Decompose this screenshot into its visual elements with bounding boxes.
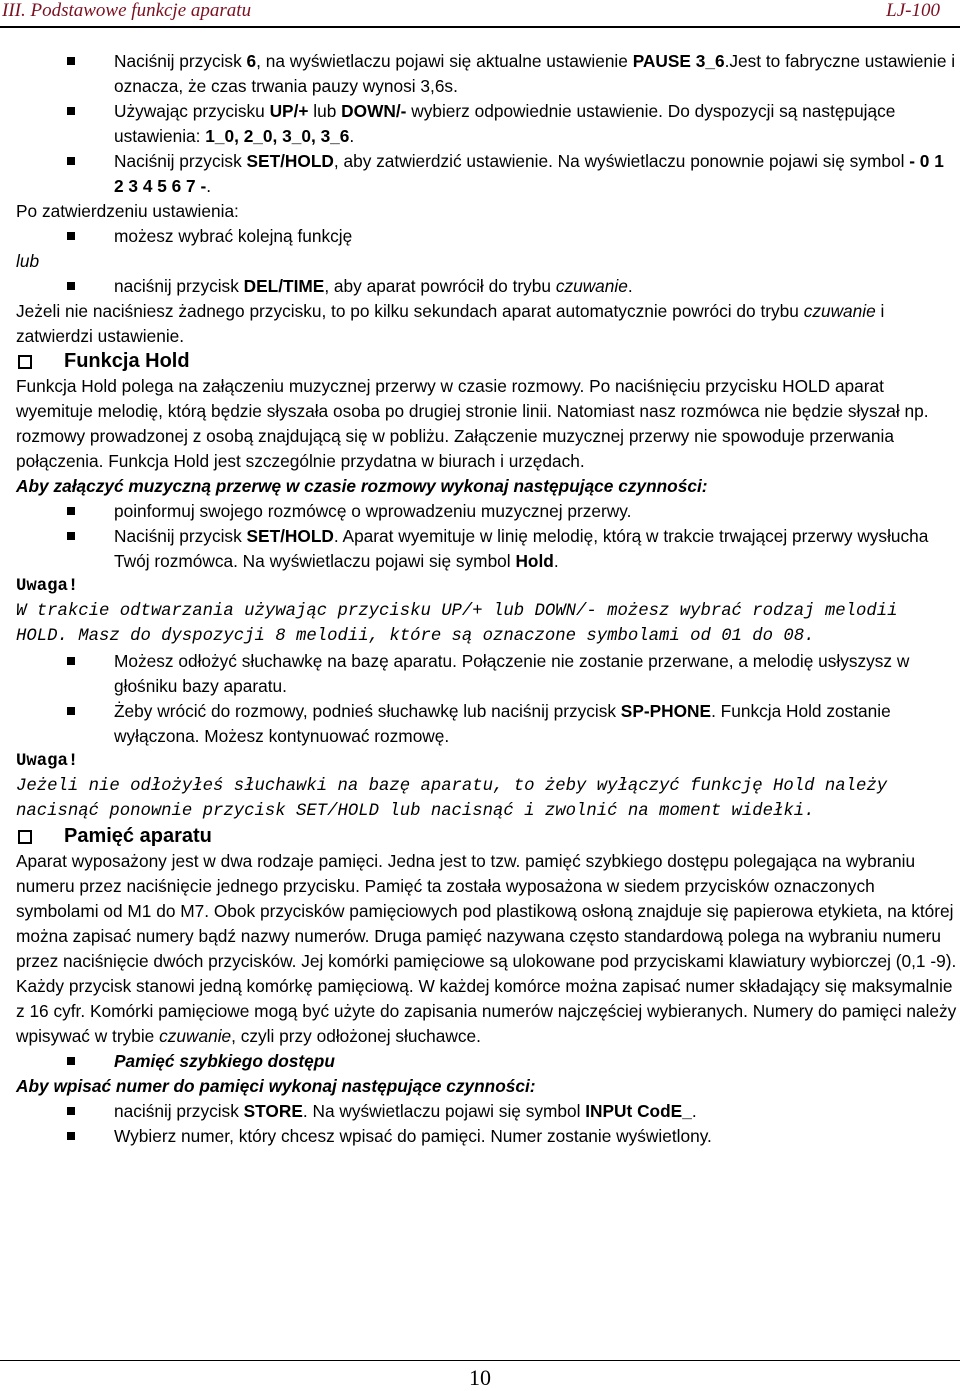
instruction-heading: Aby załączyć muzyczną przerwę w czasie rozmowy wykonaj następujące czynności: — [16, 476, 708, 496]
list-item: Naciśnij przycisk SET/HOLD, aby zatwierdzić ustawienie. Na wyświetlaczu ponownie pojawi się symbol - 0 1 2 3 4 5 6 7 -. — [16, 149, 958, 199]
instruction-heading: Aby wpisać numer do pamięci wykonaj następujące czynności: — [16, 1076, 536, 1096]
paragraph: Aparat wyposażony jest w dwa rodzaje pamięci. Jedna jest to tzw. pamięć szybkiego dostępu polegająca na wybraniu numeru przez naciśnięcie jednego przycisku. Pamięć ta została wyposażona w siedem przycisków oznaczonych symbolami od M1 do M7. Obok przycisków pamięciowych pod plastikową osłoną znajduje się papierowa etykieta, na której można zapisać numery bądź nazwy numerów. Druga pamięć nazywana często standardową polega na wybraniu numeru przez naciśnięcie dwóch przycisków. Jej komórki pamięciowe są ulokowane pod przyciskami klawiatury wybiorczej (0,1 -9). Każdy przycisk stanowi jedną komórkę pamięciową. W każdej komórce można zapisać numer składający się maksymalnie z 16 cyfr. Komórki pamięciowe mogą być użyte do zapisania numerów najczęściej wybieranych. Numery do pamięci należy wpisywać w trybie czuwanie, czyli przy odłożonej słuchawce. — [16, 851, 957, 1046]
list-item: naciśnij przycisk STORE. Na wyświetlaczu pojawi się symbol INPUt CodE_. — [16, 1099, 958, 1124]
warning-note: Jeżeli nie odłożyłeś słuchawki na bazę aparatu, to żeby wyłączyć funkcję Hold należy nacisnąć ponownie przycisk SET/HOLD lub nacisnąć i zwolnić na moment widełki. — [16, 777, 888, 821]
list-item: Możesz odłożyć słuchawkę na bazę aparatu. Połączenie nie zostanie przerwane, a melodię usłyszysz w głośniku bazy aparatu. — [16, 649, 958, 699]
section-heading-hold: Funkcja Hold — [16, 349, 958, 374]
header-model: LJ-100 — [886, 0, 940, 21]
footer-divider — [0, 1360, 960, 1361]
list-item: Naciśnij przycisk 6, na wyświetlaczu pojawi się aktualne ustawienie PAUSE 3_6.Jest to fabryczne ustawienie i oznacza, że czas trwania pauzy wynosi 3,6s. — [16, 49, 958, 99]
paragraph: Funkcja Hold polega na załączeniu muzycznej przerwy w czasie rozmowy. Po naciśnięciu przycisku HOLD aparat wyemituje melodię, którą będzie słyszała osoba po drugiej stronie linii. Natomiast nasz rozmówca nie będzie słyszał np. rozmowy prowadzonej z osobą znajdującą się w pobliżu. Załączenie muzycznej przerwy nie spowoduje przerwania połączenia. Funkcja Hold jest szczególnie przydatna w biurach i urzędach. — [16, 376, 929, 471]
list-item: możesz wybrać kolejną funkcję — [16, 224, 958, 249]
list-item: Naciśnij przycisk SET/HOLD. Aparat wyemituje w linię melodię, którą w trakcie trwającej przerwy wysłucha Twój rozmówca. Na wyświetlaczu pojawi się symbol Hold. — [16, 524, 958, 574]
page-number: 10 — [469, 1365, 491, 1390]
connector-text: lub — [16, 251, 40, 271]
paragraph: Po zatwierdzeniu ustawienia: — [16, 201, 239, 221]
list-item: Żeby wrócić do rozmowy, podnieś słuchawkę lub naciśnij przycisk SP-PHONE. Funkcja Hold zostanie wyłączona. Możesz kontynuować rozmowę. — [16, 699, 958, 749]
subsection-heading: Pamięć szybkiego dostępu — [16, 1049, 958, 1074]
list-item: poinformuj swojego rozmówcę o wprowadzeniu muzycznej przerwy. — [16, 499, 958, 524]
paragraph: Jeżeli nie naciśniesz żadnego przycisku, to po kilku sekundach aparat automatycznie powróci do trybu czuwanie i zatwierdzi ustawienie. — [16, 301, 885, 346]
list-item: Używając przycisku UP/+ lub DOWN/- wybierz odpowiednie ustawienie. Do dyspozycji są następujące ustawienia: 1_0, 2_0, 3_0, 3_6. — [16, 99, 958, 149]
header-chapter-title: III. Podstawowe funkcje aparatu — [2, 0, 252, 21]
section-heading-memory: Pamięć aparatu — [16, 824, 958, 849]
checkbox-icon — [18, 830, 32, 844]
page-header — [0, 0, 960, 28]
list-item: Wybierz numer, który chcesz wpisać do pamięci. Numer zostanie wyświetlony. — [16, 1124, 958, 1149]
checkbox-icon — [18, 355, 32, 369]
list-item: naciśnij przycisk DEL/TIME, aby aparat powrócił do trybu czuwanie. — [16, 274, 958, 299]
warning-label: Uwaga! — [16, 752, 79, 771]
page-content — [16, 49, 958, 1149]
warning-note: W trakcie odtwarzania używając przycisku UP/+ lub DOWN/- możesz wybrać rodzaj melodii HOLD. Masz do dyspozycji 8 melodii, które są oznaczone symbolami od 01 do 08. — [16, 602, 898, 646]
warning-label: Uwaga! — [16, 577, 79, 596]
